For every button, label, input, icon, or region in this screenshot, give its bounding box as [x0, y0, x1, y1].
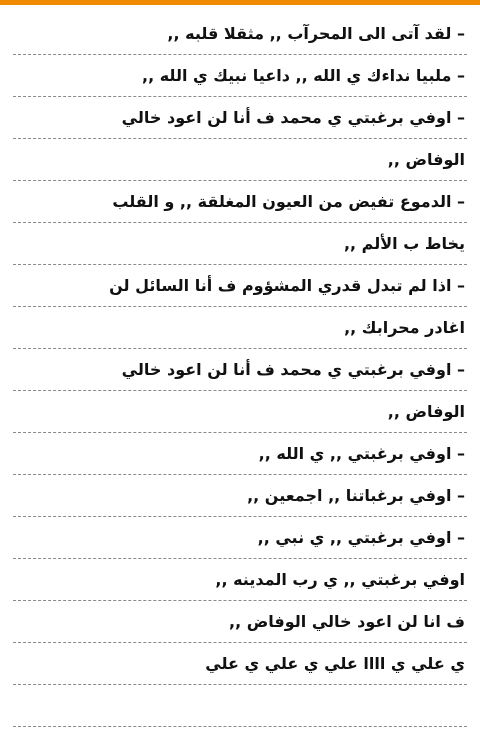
note-line: ي علي ي اااا علي ي علي ي علي: [13, 643, 467, 685]
note-line: اغادر محرابك ,,: [13, 307, 467, 349]
note-line: – اوفي برغبتي ي محمد ف أنا لن اعود خالي: [13, 349, 467, 391]
note-line: الوفاض ,,: [13, 391, 467, 433]
note-line: – ملبيا نداءك ي الله ,, داعيا نبيك ي الله ,,: [13, 55, 467, 97]
note-line-empty[interactable]: [13, 685, 467, 727]
note-line: – الدموع تفيض من العيون المغلقة ,, و القلب: [13, 181, 467, 223]
note-line: ف انا لن اعود خالي الوفاض ,,: [13, 601, 467, 643]
note-line: – اوفي برغبتي ,, ي نبي ,,: [13, 517, 467, 559]
note-editor[interactable]: [13, 13, 467, 727]
note-line: – اوفي برغبتي ,, ي الله ,,: [13, 433, 467, 475]
note-line: الوفاض ,,: [13, 139, 467, 181]
note-line: – اذا لم تبدل قدري المشؤوم ف أنا السائل لن: [13, 265, 467, 307]
note-line: يخاط ب الألم ,,: [13, 223, 467, 265]
note-line: اوفي برغبتي ,, ي رب المدينه ,,: [13, 559, 467, 601]
top-accent-bar: [0, 0, 480, 5]
note-line: – اوفي برغباتنا ,, اجمعين ,,: [13, 475, 467, 517]
note-line: – لقد آتى الى المحرآب ,, مثقلا قلبه ,,: [13, 13, 467, 55]
note-line: – اوفي برغبتي ي محمد ف أنا لن اعود خالي: [13, 97, 467, 139]
